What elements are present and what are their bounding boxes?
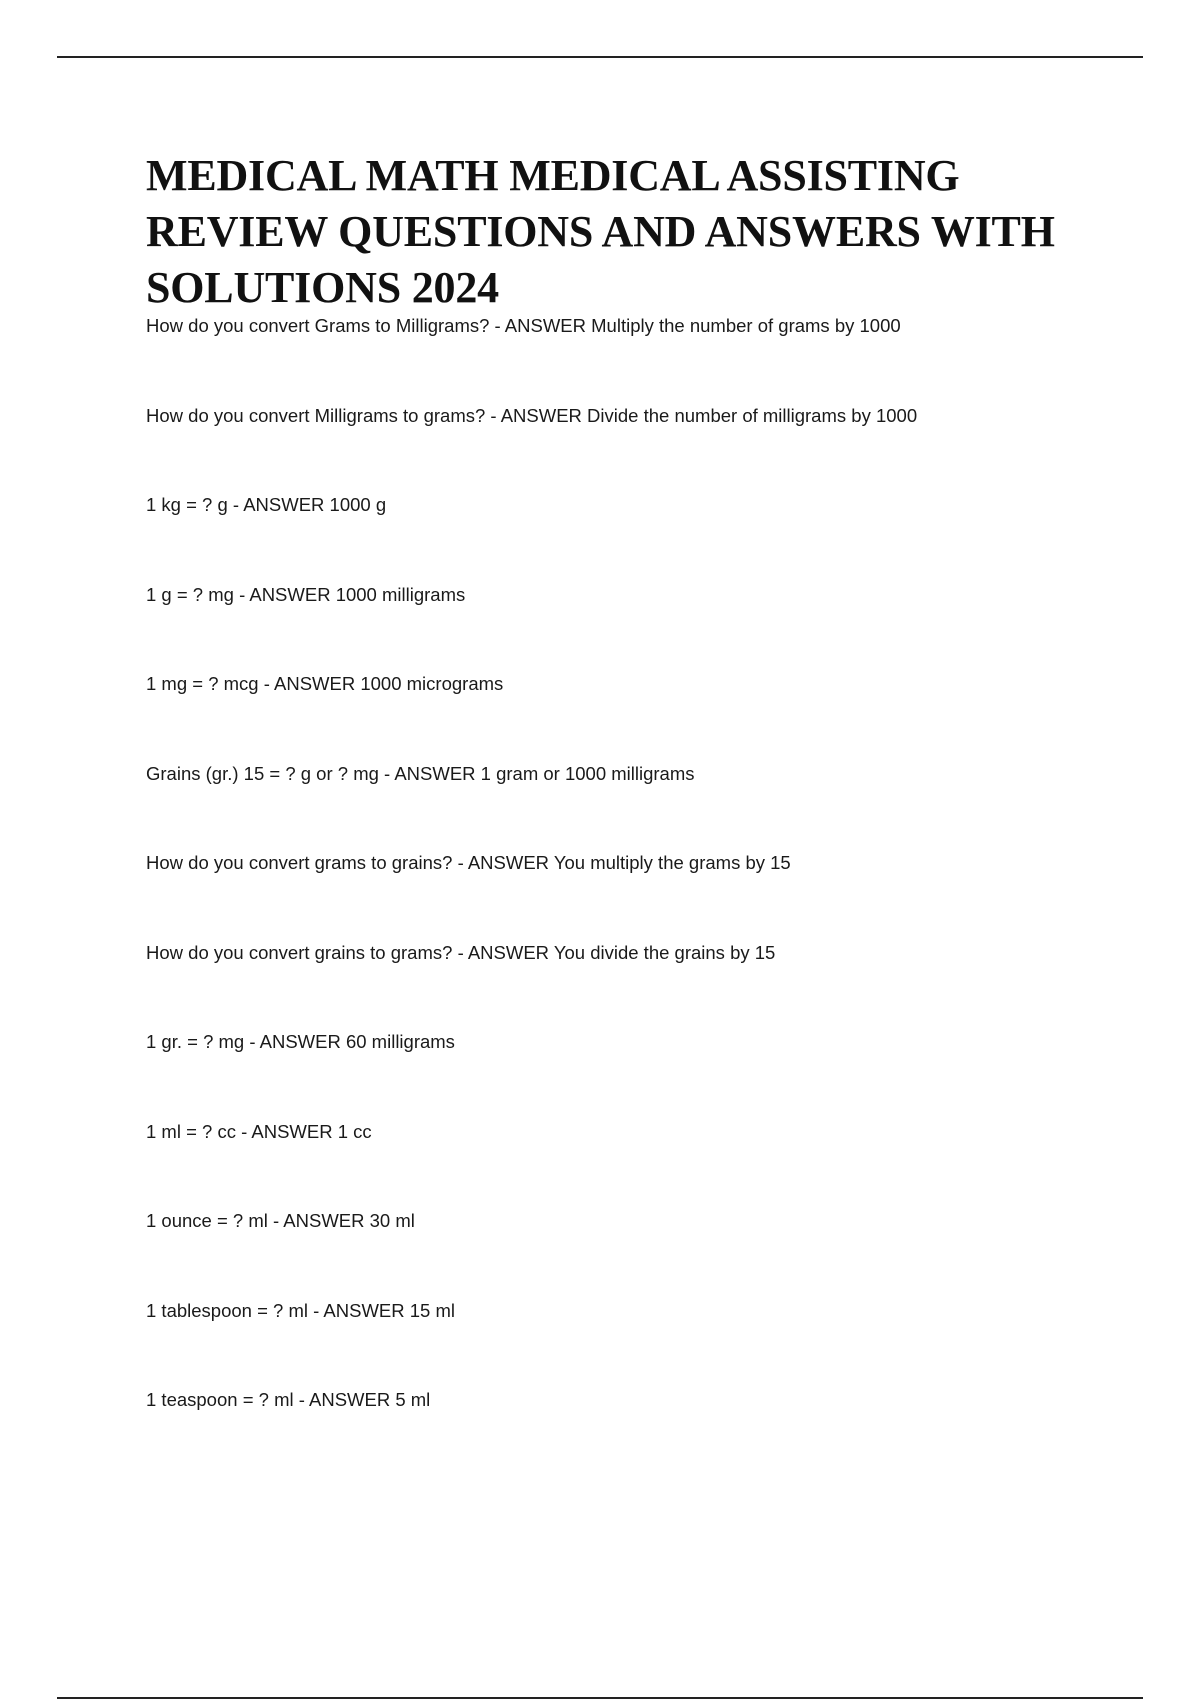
qa-item: 1 ounce = ? ml - ANSWER 30 ml bbox=[146, 1210, 415, 1231]
qa-item: 1 teaspoon = ? ml - ANSWER 5 ml bbox=[146, 1389, 431, 1410]
bottom-divider bbox=[57, 1697, 1143, 1699]
top-divider bbox=[57, 56, 1143, 58]
qa-item: How do you convert grams to grains? - ANSWER You multiply the grams by 15 bbox=[146, 852, 791, 873]
qa-item: Grains (gr.) 15 = ? g or ? mg - ANSWER 1 gram or 1000 milligrams bbox=[146, 762, 695, 784]
qa-item: 1 gr. = ? mg - ANSWER 60 milligrams bbox=[146, 1031, 455, 1052]
qa-item: How do you convert Grams to Milligrams? - ANSWER Multiply the number of grams by 1000 bbox=[146, 315, 901, 336]
qa-item: How do you convert Milligrams to grams? - ANSWER Divide the number of milligrams by 1000 bbox=[146, 404, 918, 426]
qa-item: 1 tablespoon = ? ml - ANSWER 15 ml bbox=[146, 1299, 455, 1321]
document-title: MEDICAL MATH MEDICAL ASSISTING REVIEW QUESTIONS AND ANSWERS WITH SOLUTIONS 2024 bbox=[146, 151, 1055, 312]
qa-item: How do you convert grains to grams? - ANSWER You divide the grains by 15 bbox=[146, 941, 776, 963]
qa-list bbox=[146, 313, 1146, 1477]
qa-item: 1 ml = ? cc - ANSWER 1 cc bbox=[146, 1120, 372, 1142]
qa-item: 1 kg = ? g - ANSWER 1000 g bbox=[146, 494, 387, 515]
qa-item: 1 g = ? mg - ANSWER 1000 milligrams bbox=[146, 583, 466, 605]
qa-item: 1 mg = ? mcg - ANSWER 1000 micrograms bbox=[146, 673, 504, 694]
